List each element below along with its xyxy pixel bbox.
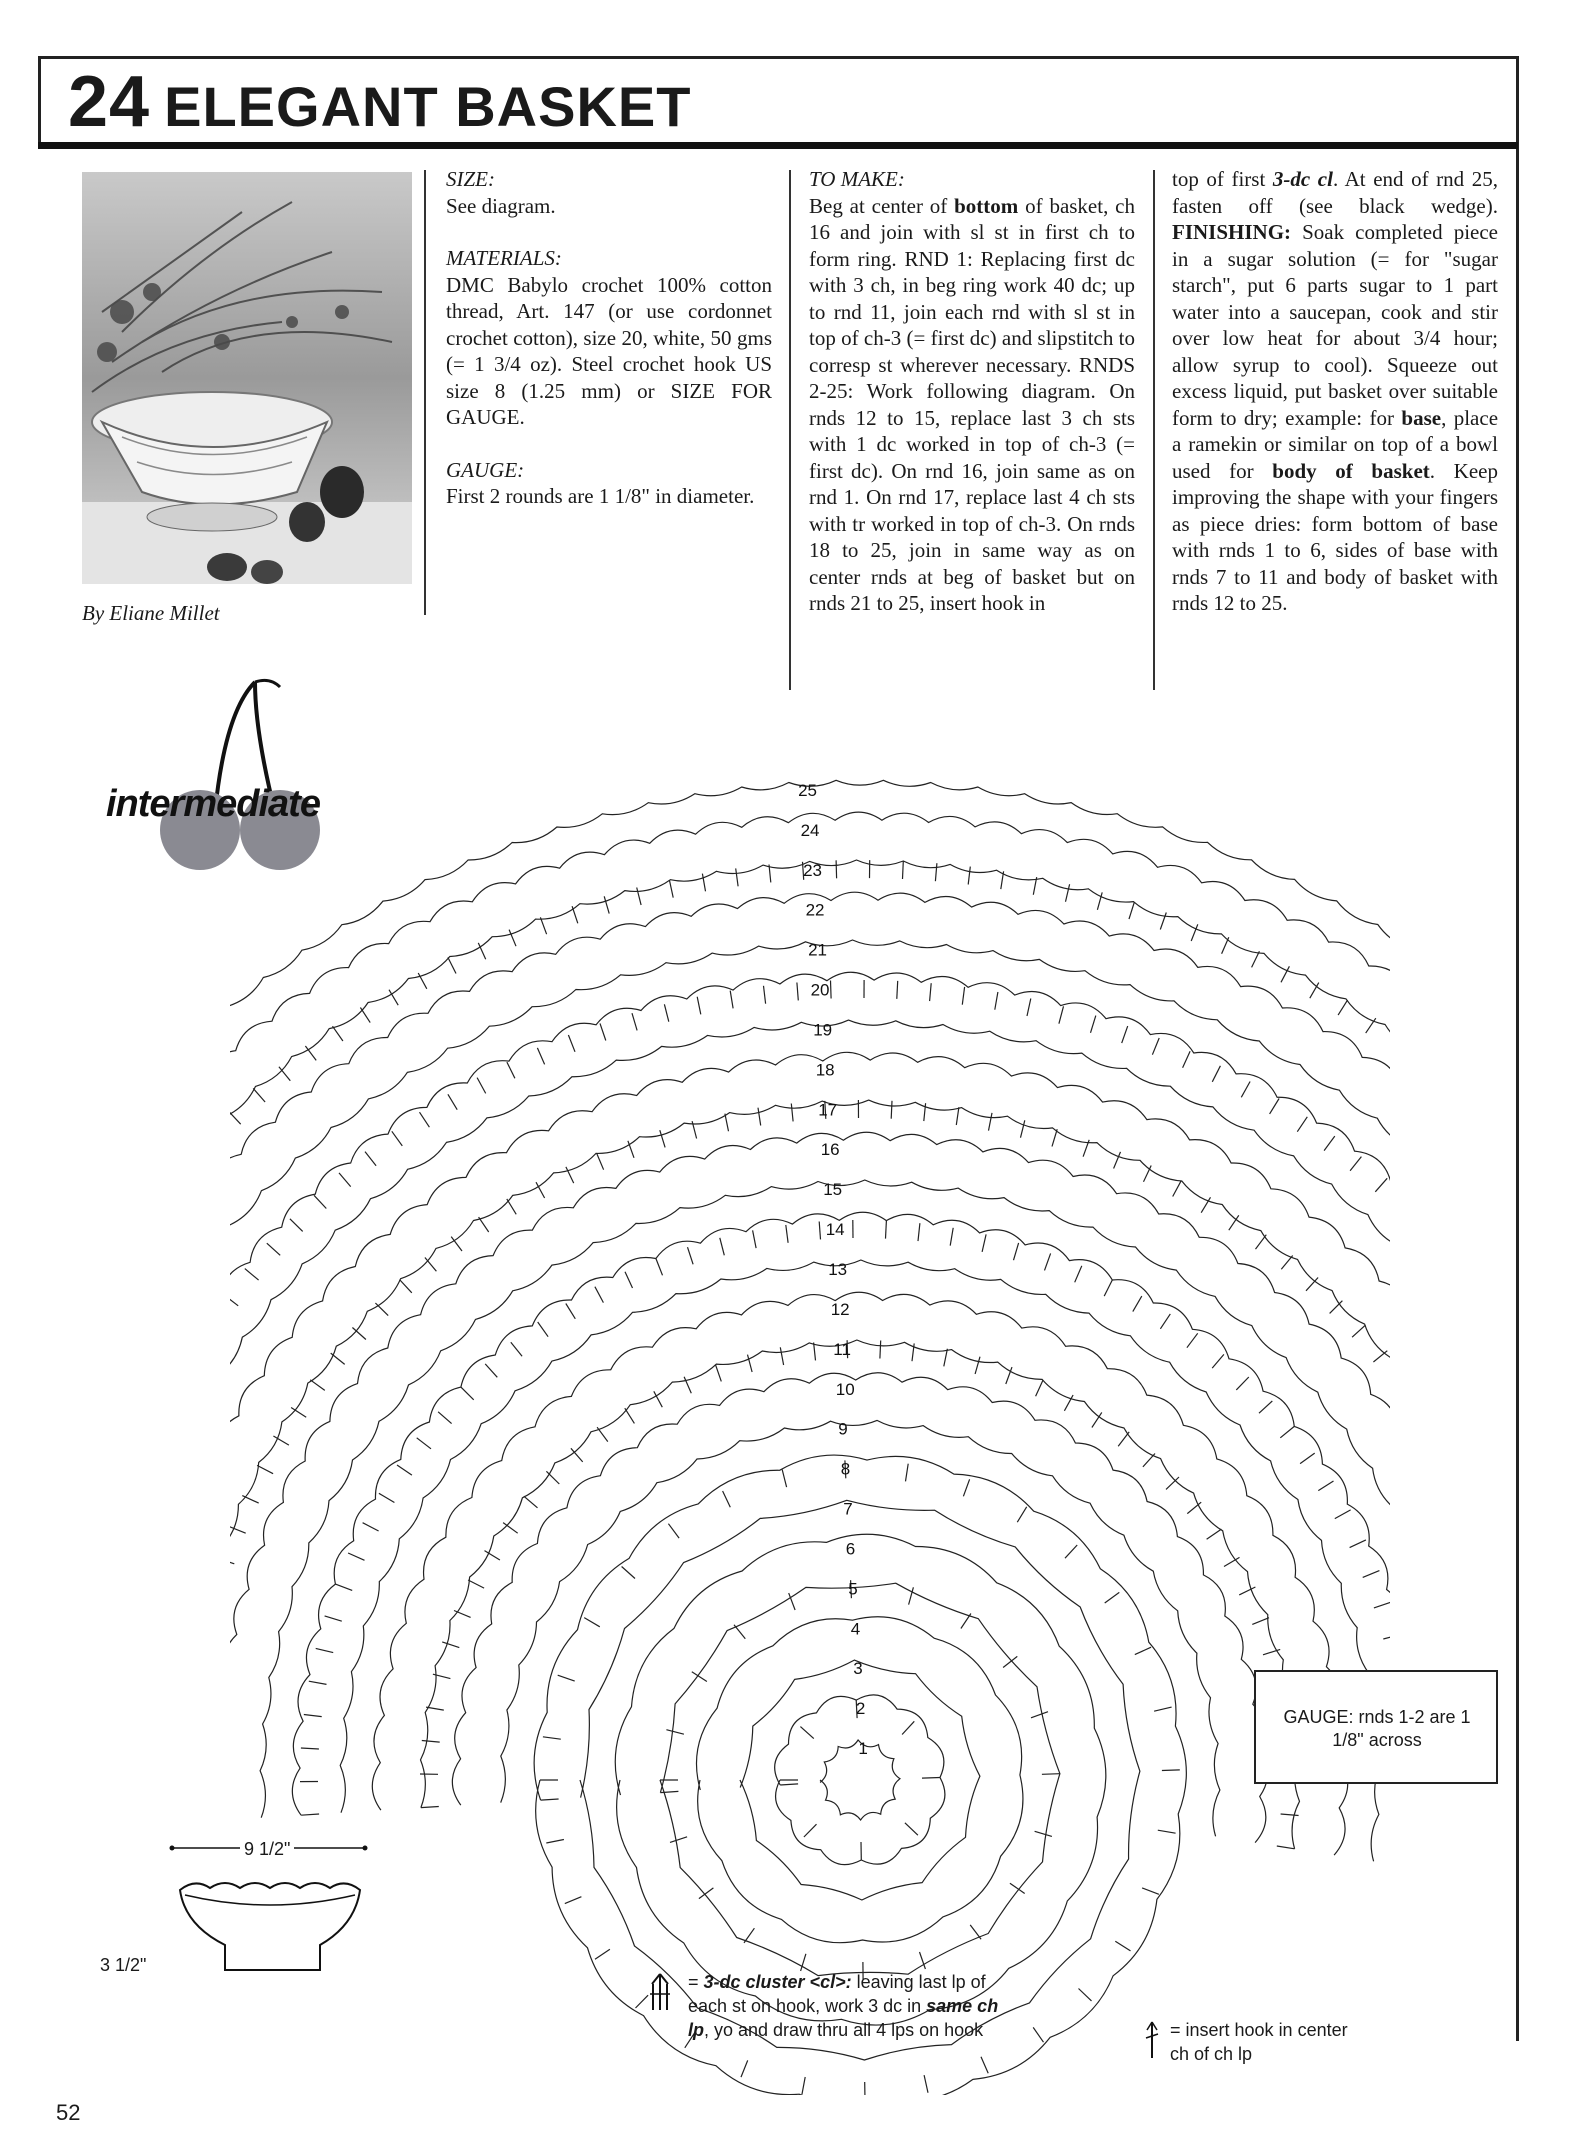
page-number: 52 [56,2100,81,2125]
diagram-stitch [546,1471,559,1484]
round-label: 5 [848,1579,858,1599]
diagram-stitch [891,1101,892,1119]
diagram-stitch [325,1616,342,1621]
frame-right-rule [1516,56,1519,2041]
diagram-stitch [448,1094,457,1109]
gauge-label: GAUGE: [446,457,525,482]
diagram-stitch [566,1304,576,1319]
diagram-stitch [304,1715,322,1717]
diagram-stitch [1142,1888,1159,1894]
diagram-round [340,1260,1380,1861]
diagram-stitch [1352,1325,1365,1337]
col3-text-c: Soak completed piece in a sugar solution (= for "sugar starch", put 6 parts sugar to 1 part water into a saucepan, cook and stir over low heat for about 3/4 hour; allow syrup to cool). Squeeze out excess liquid, put basket over suitable form to dry; example: for [1172,220,1498,430]
legend-cluster-eq: = [688,1972,704,1992]
round-label: 11 [833,1339,851,1359]
diagram-round [615,1534,1106,2025]
round-label: 7 [843,1499,853,1519]
diagram-stitch [669,880,673,898]
diagram-stitch [1045,1253,1051,1270]
diagram-stitch [1133,1296,1142,1312]
diagram-stitch [1363,1571,1380,1578]
legend-cluster-text-a: leaving last lp of each st on hook, work 3 dc in [688,1972,986,2016]
diagram-stitch [632,1013,637,1030]
diagram-stitch [906,1464,909,1482]
diagram-stitch [975,1357,980,1374]
diagram-stitch [1003,1656,1017,1667]
column-rule-3 [1153,170,1155,690]
diagram-stitch [1300,1453,1315,1464]
diagram-stitch [1324,1136,1335,1151]
diagram-stitch [333,1026,343,1041]
diagram-stitch [918,1223,920,1241]
col3-text-d: , place a ramekin or similar on top of a bowl used for [1172,405,1499,483]
diagram-stitch [1281,1814,1299,1816]
diagram-stitch [1017,1507,1026,1522]
diagram-stitch [538,1322,548,1337]
diagram-stitch [924,2075,928,2093]
diagram-stitch [230,1295,238,1306]
diagram-stitch [461,1387,474,1400]
diagram-stitch [253,1088,265,1102]
diagram-stitch [1014,1243,1019,1260]
diagram-stitch [1173,1181,1182,1197]
diagram-stitch [962,987,964,1005]
diagram-stitch [1187,1333,1198,1347]
dimension-height: 3 1/2" [100,1955,147,1975]
diagram-stitch [335,1584,352,1590]
diagram-stitch [758,1108,761,1126]
diagram-stitch [1270,1099,1280,1114]
pattern-number: 24 [68,62,151,142]
materials-label: MATERIALS: [446,246,562,270]
tomake-text-b: of basket, ch 16 and join with sl st in first ch to form ring. RND 1: Replacing first dc with 3 ch, in beg ring work 40 dc; up to rnd 11, join each rnd with sl st in top of ch-3 (= first dc) and slipstitch to corresp st wherever necessary. RNDS 2-25: Work following diagram. On rnds 12 to 15, replace last 3 ch sts with 1 dc worked in top of ch-3 (= first dc). On rnd 16, join same as on rnd 1. On rnd 17, replace last 4 ch sts with tr worked in top of ch-3. On rnds 18 to 25, join in same way as on center rnds at beg of basket but on rnds 21 to 25, insert hook in [809,193,1135,615]
diagram-stitch [961,1614,971,1629]
diagram-stitch [697,997,701,1015]
round-label: 16 [820,1140,840,1160]
diagram-stitch [836,860,837,878]
diagram-stitch [930,983,932,1001]
diagram-stitch [565,1897,582,1904]
diagram-stitch [597,1427,608,1441]
diagram-round [230,972,1390,1905]
diagram-round [230,1020,1390,1899]
diagram-stitch [309,1681,327,1684]
col3-body: body of basket [1272,458,1430,483]
diagram-stitch [314,1195,326,1208]
pattern-title: ELEGANT BASKET [164,75,692,138]
diagram-stitch [257,1465,273,1473]
diagram-stitch [417,1438,431,1449]
round-label: 25 [798,780,818,800]
diagram-stitch [814,1343,816,1361]
diagram-stitch [1152,1038,1159,1055]
diagram-stitch [1236,1377,1249,1390]
basket-photo [82,172,412,584]
diagram-stitch [363,1523,379,1531]
diagram-stitch [1104,1280,1112,1296]
byline: By Eliane Millet [82,601,220,625]
diagram-stitch [360,1008,370,1023]
diagram-round [501,1420,1220,1836]
col3-text-a: top of first [1172,167,1273,191]
diagram-stitch [448,957,456,973]
diagram-stitch [331,1353,345,1364]
diagram-stitch [1105,1592,1120,1603]
diagram-stitch [595,1949,610,1959]
column-to-make [809,166,1135,643]
diagram-stitch [903,861,904,879]
diagram-stitch [1256,1235,1267,1249]
diagram-stitch [981,2057,988,2074]
diagram-stitch [723,1491,731,1507]
diagram-stitch [1052,1129,1057,1146]
diagram-stitch [230,1558,234,1564]
round-label: 20 [810,980,830,1000]
diagram-stitch [604,896,609,913]
diagram-stitch [421,1807,439,1808]
round-label: 3 [853,1659,863,1679]
diagram-stitch [339,1173,351,1187]
diagram-stitch [1033,2027,1043,2042]
diagram-stitch [1183,1051,1191,1067]
gauge-box [1254,1670,1498,1784]
diagram-stitch [420,1112,430,1127]
diagram-stitch [720,1238,725,1256]
diagram-stitch [397,1465,412,1475]
column-rule-2 [789,170,791,690]
diagram-stitch [668,1524,679,1538]
diagram-stitch [725,1114,729,1132]
diagram-stitch [438,1412,452,1424]
diagram-stitch [970,1925,981,1939]
diagram-stitch [625,1272,633,1288]
diagram-stitch [1335,1510,1351,1519]
round-label: 19 [813,1020,833,1040]
diagram-stitch [267,1243,280,1255]
diagram-stitch [660,1791,678,1792]
round-label: 1 [858,1739,868,1759]
diagram-stitch [1212,1354,1224,1368]
diagram-stitch [819,1222,820,1240]
diagram-round [230,1132,1390,1880]
diagram-stitch [1207,1529,1222,1539]
diagram-stitch [802,2077,805,2095]
diagram-stitch [666,1730,684,1735]
diagram-round [230,892,1390,1918]
diagram-round [230,1052,1390,1892]
legend-cluster [688,1970,1008,2042]
diagram-stitch [702,874,705,892]
diagram-stitch [507,1199,516,1214]
diagram-stitch [715,1364,721,1381]
round-label: 8 [840,1459,851,1479]
diagram-stitch [780,1347,783,1365]
diagram-round [452,1373,1267,1843]
diagram-stitch [540,917,546,934]
diagram-stitch [1338,1000,1348,1015]
diagram-stitch [782,1470,786,1488]
diagram-stitch [1259,1401,1272,1413]
round-label: 10 [835,1379,855,1399]
round-label: 13 [828,1260,848,1279]
diagram-stitch [1252,1618,1269,1625]
diagram-round [372,1292,1347,1855]
diagram-stitch [537,1048,544,1065]
diagram-stitch [1297,1117,1307,1132]
diagram-stitch [485,1551,500,1560]
col3-text-b: . At end of rnd 25, fasten off (see black wedge). [1172,167,1498,218]
diagram-stitch [730,991,733,1009]
diagram-stitch [1383,1634,1390,1639]
diagram-stitch [804,1824,817,1837]
diagram-stitch [622,1567,635,1579]
round-label: 21 [808,940,828,960]
diagram-stitch [664,1004,668,1021]
diagram-stitch [1143,1454,1155,1467]
diagram-stitch [741,2060,748,2077]
col3-text-e: . Keep improving the shape with your fingers as piece dries: form bottom of base with rnds 1 to 6, sides of base with rnds 7 to 11 and body of basket with rnds 12 to 25. [1172,458,1498,615]
diagram-stitch [1059,1006,1064,1023]
diagram-stitch [1129,902,1134,919]
diagram-stitch [1166,1477,1179,1489]
diagram-stitch [1374,1602,1390,1608]
diagram-stitch [1281,1256,1292,1270]
diagram-stitch [477,1078,486,1094]
diagram-stitch [982,1234,986,1252]
column-rule-1 [424,170,426,615]
round-label: 15 [823,1180,843,1200]
round-label: 18 [815,1060,835,1080]
diagram-stitch [1350,1157,1361,1171]
diagram-stitch [791,1104,793,1122]
diagram-stitch [968,867,970,885]
diagram-stitch [541,1799,559,1800]
col3-cluster: 3-dc cl [1272,167,1333,191]
diagram-stitch [425,1258,437,1272]
diagram-stitch [1318,1481,1333,1491]
diagram-stitch [963,1479,969,1496]
diagram-stitch [897,981,898,999]
diagram-stitch [507,1062,515,1078]
legend-cluster-name: 3-dc cluster <cl>: [703,1972,852,1992]
diagram-stitch [637,888,641,906]
diagram-stitch [786,1225,788,1243]
diagram-stitch [656,1259,663,1276]
crochet-diagram [230,735,1390,2095]
diagram-stitch [546,1840,564,1844]
skill-level-label: intermediate [106,783,320,825]
tomake-bold-bottom: bottom [954,193,1019,218]
diagram-stitch [1027,999,1031,1017]
tomake-text-a: Beg at center of [809,193,955,218]
diagram-stitch [1158,1830,1176,1833]
diagram-stitch [524,1496,538,1508]
diagram-stitch [301,1814,319,1815]
diagram-stitch [995,992,998,1010]
round-label: 4 [850,1619,861,1639]
diagram-stitch [400,1280,412,1293]
diagram-stitch [688,1247,694,1264]
diagram-stitch [485,1364,497,1377]
diagram-stitch [1212,1066,1220,1082]
diagram-stitch [935,863,937,881]
diagram-stitch [1375,1178,1387,1192]
diagram-stitch [1115,1941,1130,1951]
tomake-label: TO MAKE: [809,167,905,191]
finishing-label: FINISHING: [1172,220,1292,244]
diagram-stitch [886,1221,887,1239]
diagram-stitch [909,1587,914,1604]
diagram-round [230,1100,1390,1886]
diagram-stitch [426,1707,444,1710]
diagram-stitch [242,1496,258,1504]
diagram-stitch [780,1784,798,1785]
diagram-stitch [1075,1266,1082,1283]
diagram-stitch [1035,1831,1052,1836]
diagram-stitch [905,1823,918,1835]
diagram-round [740,1660,980,1900]
diagram-stitch [636,1995,649,2008]
diagram-stitch [310,1380,325,1391]
diagram-stitch [1350,1540,1366,1548]
size-text: See diagram. [446,193,556,218]
diagram-stitch [744,1928,754,1943]
diagram-stitch [584,1618,600,1627]
round-label: 9 [838,1419,848,1439]
diagram-stitch [654,1391,663,1407]
diagram-stitch [511,1342,522,1356]
diagram-stitch [1036,1380,1044,1396]
diagram-stitch [572,906,578,923]
diagram-stitch [600,1023,606,1040]
round-label: 17 [818,1100,838,1120]
diagram-stitch [365,1152,376,1166]
diagram-stitch [797,983,798,1001]
diagram-stitch [389,990,398,1006]
round-label: 24 [800,820,820,840]
round-label: 23 [803,860,823,880]
page-title [68,64,691,145]
diagram-stitch [1042,1774,1060,1775]
gauge-text: First 2 rounds are 1 1/8" in diameter. [446,484,755,508]
diagram-stitch [764,986,766,1004]
legend-insert-hook: = insert hook in center ch of ch lp [1170,2020,1348,2064]
diagram-stitch [831,981,832,999]
diagram-stitch [625,1408,635,1423]
diagram-stitch [316,1648,334,1652]
size-label: SIZE: [446,167,495,191]
diagram-stitch [1066,884,1070,902]
diagram-stitch [422,1741,440,1743]
diagram-stitch [568,1035,575,1052]
frame-top-rule [38,56,1518,59]
diagram-stitch [1065,1545,1077,1558]
diagram-stitch [956,1107,959,1125]
diagram-stitch [1154,1707,1172,1711]
diagram-stitch [245,1269,259,1281]
diagram-stitch [734,1625,745,1639]
round-label: 14 [825,1220,845,1240]
insert-hook-symbol-icon [1142,2020,1162,2060]
diagram-stitch [1031,1712,1048,1718]
diagram-stitch [1162,1770,1180,1771]
diagram-stitch [597,1153,604,1170]
diagram-stitch [1373,1351,1387,1362]
diagram-stitch [902,1721,914,1734]
diagram-stitch [1330,1301,1343,1314]
diagram-round [260,1180,1390,1874]
column-finishing [1172,166,1498,643]
diagram-stitch [468,1580,484,1588]
diagram-stitch [1252,951,1260,967]
round-label: 2 [855,1699,866,1719]
diagram-stitch [536,1182,545,1198]
diagram-stitch [375,1303,388,1316]
gauge-box-text: GAUGE: rnds 1-2 are 1 1/8" across [1283,1707,1471,1750]
diagram-stitch [1091,1016,1096,1033]
diagram-stitch [273,1436,289,1445]
col3-base: base [1401,405,1442,430]
diagram-stitch [950,1228,953,1246]
diagram-stitch [1160,1314,1170,1329]
diagram-stitch [880,1341,881,1359]
dimension-width: 9 1/2" [240,1839,294,1860]
diagram-stitch [1122,1026,1128,1043]
diagram-stitch [442,1642,459,1648]
legend-cluster-same: same ch lp [688,1996,999,2040]
cluster-symbol-icon [648,1972,672,2012]
round-label: 12 [830,1299,850,1319]
round-label: 6 [845,1539,856,1559]
diagram-stitch [1277,1846,1295,1849]
diagram-stitch [290,1219,303,1232]
diagram-stitch [279,1067,290,1081]
diagram-round [230,940,1390,1911]
diagram-stitch [1135,1647,1151,1654]
diagram-stitch [1222,937,1229,954]
diagram-stitch [922,1778,940,1779]
diagram-stitch [1118,1432,1129,1446]
diagram-stitch [753,1230,757,1248]
diagram-stitch [800,1727,813,1739]
legend-cluster-text-b: , yo and draw thru all 4 lps on hook [704,2020,984,2040]
diagram-stitch [558,1675,575,1681]
diagram-stitch [989,1113,993,1131]
diagram-stitch [1241,1082,1250,1098]
diagram-round [775,1695,945,1865]
diagram-stitch [660,1130,665,1147]
diagram-stitch [543,1737,561,1739]
diagram-stitch [670,1837,687,1843]
frame-left-rule [38,56,41,146]
diagram-stitch [479,1217,489,1232]
diagram-stitch [392,1131,403,1146]
diagram-stitch [1079,1989,1092,2001]
diagram-stitch [379,1493,395,1502]
diagram-stitch [1280,1426,1294,1437]
diagram-stitch [736,868,738,886]
diagram-stitch [1021,1120,1025,1137]
diagram-stitch [301,1748,319,1749]
materials-text: DMC Babylo crochet 100% cotton thread, Art. 147 (or use cordonnet crochet cotton), size 20, white, 50 gms (= 1 3/4 oz). Steel crochet hook US size 8 (1.25 mm) or SIZE FOR GAUGE. [446,272,772,429]
diagram-round [660,1583,1060,1975]
diagram-stitch [595,1287,604,1303]
diagram-round [421,1340,1300,1849]
diagram-stitch [348,1553,364,1560]
round-label: 22 [805,900,825,920]
column-materials [446,166,772,536]
